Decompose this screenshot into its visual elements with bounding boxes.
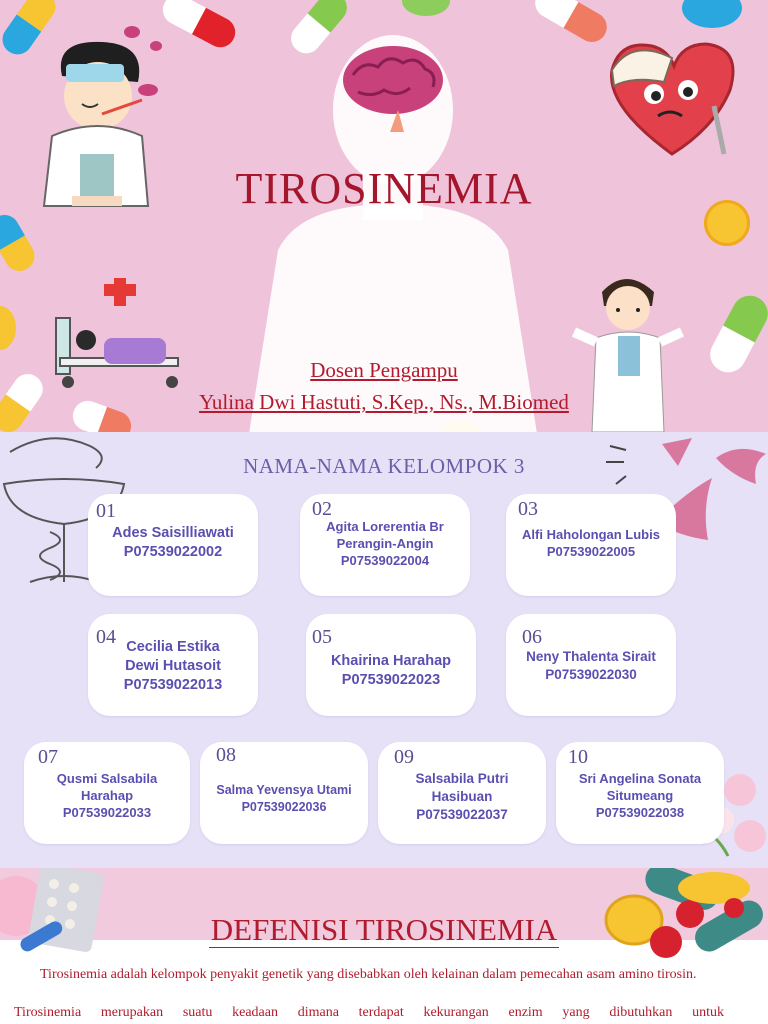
group-section bbox=[0, 432, 768, 868]
member-name-line-2: Situmeang bbox=[606, 788, 674, 804]
member-card bbox=[506, 614, 676, 716]
definition-section bbox=[0, 868, 768, 1024]
member-name-line-2: Dewi Hutasoit bbox=[125, 658, 221, 675]
member-number: 09 bbox=[394, 746, 414, 768]
member-id: P07539022013 bbox=[123, 677, 223, 694]
pill-icon bbox=[402, 0, 450, 16]
member-id: P07539022033 bbox=[62, 805, 152, 821]
member-card bbox=[88, 614, 258, 716]
member-id: P07539022038 bbox=[595, 805, 685, 821]
member-card bbox=[200, 742, 368, 844]
lecturer-heading: Dosen Pengampu bbox=[310, 358, 458, 382]
capsule-icon bbox=[0, 210, 40, 277]
pill-icon bbox=[682, 0, 742, 28]
member-number: 07 bbox=[38, 746, 58, 768]
member-name: Neny Thalenta Sirait bbox=[526, 649, 656, 664]
member-name-line-2: Hasibuan bbox=[431, 788, 493, 804]
member-number: 06 bbox=[522, 626, 542, 648]
member-name-line-2: Harahap bbox=[80, 788, 134, 804]
member-card bbox=[306, 614, 476, 716]
member-id: P07539022004 bbox=[340, 553, 430, 569]
member-number: 08 bbox=[216, 744, 236, 766]
member-name: Salma Yevensya Utami bbox=[216, 783, 352, 797]
injured-heart-illustration bbox=[602, 36, 752, 160]
member-name: Cecilia Estika bbox=[126, 639, 220, 655]
pill-icon bbox=[0, 306, 16, 350]
definition-title: DEFENISI TIROSINEMIA bbox=[210, 912, 558, 947]
member-number: 05 bbox=[312, 626, 332, 648]
member-name: Alfi Haholongan Lubis bbox=[522, 527, 660, 542]
member-number: 10 bbox=[568, 746, 588, 768]
group-title: NAMA-NAMA KELOMPOK 3 bbox=[243, 454, 525, 478]
definition-paragraph-2: Tirosinemia merupakan suatu keadaan dimana terdapat kekurangan enzim yang dibutuhkan untuk bbox=[14, 1005, 724, 1020]
member-number: 01 bbox=[96, 500, 116, 522]
member-id: P07539022005 bbox=[546, 544, 636, 560]
member-name: Ades Saisilliawati bbox=[112, 525, 234, 541]
member-name: Salsabila Putri bbox=[415, 771, 509, 786]
member-card bbox=[378, 742, 546, 844]
member-card bbox=[300, 494, 470, 596]
member-number: 04 bbox=[96, 626, 116, 648]
virus-icon bbox=[118, 22, 174, 102]
member-id: P07539022002 bbox=[123, 544, 223, 561]
member-number: 02 bbox=[312, 498, 332, 520]
member-id: P07539022030 bbox=[545, 666, 637, 682]
member-card bbox=[24, 742, 190, 844]
hero-section bbox=[0, 0, 768, 432]
member-name: Qusmi Salsabila bbox=[56, 771, 158, 786]
definition-paragraph-1: Tirosinemia adalah kelompok penyakit genetik yang disebabkan oleh kelainan dalam pemecahan asam amino tirosin. bbox=[40, 967, 697, 982]
member-id: P07539022036 bbox=[241, 799, 327, 814]
member-number: 03 bbox=[518, 498, 538, 520]
member-id: P07539022037 bbox=[416, 806, 508, 822]
lecturer-name: Yulina Dwi Hastuti, S.Kep., Ns., M.Biomed bbox=[199, 390, 569, 414]
member-card bbox=[506, 494, 676, 596]
member-card bbox=[88, 494, 258, 596]
member-name: Sri Angelina Sonata bbox=[578, 771, 702, 786]
member-name-line-2: Perangin-Angin bbox=[336, 536, 434, 552]
member-id: P07539022023 bbox=[341, 672, 441, 689]
member-card bbox=[556, 742, 724, 844]
member-name: Khairina Harahap bbox=[330, 653, 452, 669]
page-title: TIROSINEMIA bbox=[235, 164, 533, 213]
member-name: Agita Lorerentia Br bbox=[326, 519, 444, 534]
